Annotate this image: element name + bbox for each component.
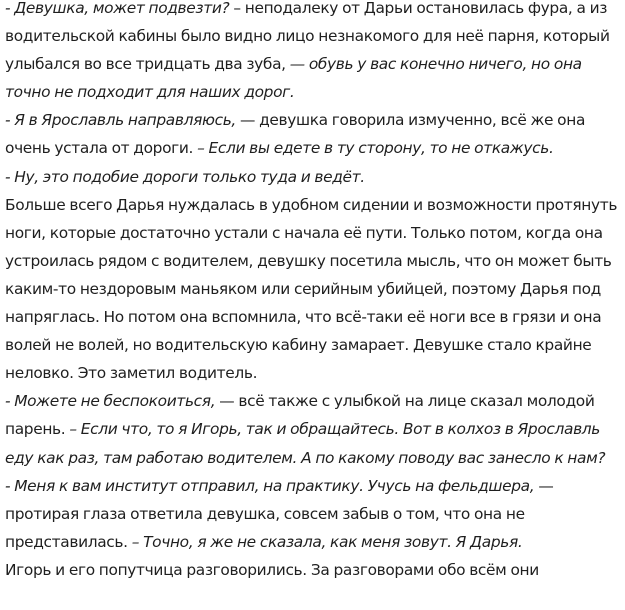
- dialogue-text: - Можете не беспокоиться,: [5, 392, 216, 411]
- dialogue-text: – Если что, то я Игорь, так и обращайтесь. Вот в колхоз в Ярославль еду как раз, там работаю водителем. А по какому поводу вас занесло к нам?: [5, 420, 606, 467]
- paragraph-3: [5, 163, 619, 191]
- dialogue-text: – Точно, я же не сказала, как меня зовут. Я Дарья.: [131, 532, 523, 551]
- paragraph-7: [5, 556, 619, 584]
- paragraph-6: [5, 472, 619, 556]
- dialogue-text: - Я в Ярославль направляюсь,: [5, 111, 236, 130]
- dialogue-text: — обувь у вас конечно ничего, но она точно не подходит для наших дорог.: [5, 55, 582, 102]
- dialogue-text: – Если вы едете в ту сторону, то не откажусь.: [197, 139, 554, 158]
- paragraph-2: [5, 106, 619, 162]
- dialogue-text: - Меня к вам институт отправил, на практику. Учусь на фельдшера,: [5, 476, 535, 495]
- dialogue-text: - Девушка, может подвезти?: [5, 0, 230, 17]
- narration-text: Больше всего Дарья нуждалась в удобном сидении и возможности протянуть ноги, которые достаточно устали с начала её пути. Только потом, когда она устроилась рядом с водителем, девушку посетила мысль, что он может быть каким-то нездоровым маньяком или серийным убийцей, поэтому Дарья под напряглась. Но потом она вспомнила, что всё-таки её ноги все в грязи и она волей не волей, но водительскую кабину замарает. Девушке стало крайне неловко. Это заметил водитель.: [5, 195, 618, 383]
- narration-text: — всё также с улыбкой на лице сказал молодой парень.: [5, 392, 595, 439]
- narration-text: Игорь и его попутчица разговорились. За разговорами обо всём они: [5, 560, 539, 579]
- dialogue-text: - Ну, это подобие дороги только туда и ведёт.: [5, 167, 365, 186]
- narration-text: – неподалеку от Дарьи остановилась фура, а из водительской кабины было видно лицо незнакомого для неё парня, который улыбался во все тридцать два зуба,: [5, 0, 610, 74]
- narration-text: — девушка говорила измученно, всё же она очень устала от дороги.: [5, 111, 586, 158]
- paragraph-1: [5, 0, 619, 106]
- paragraph-4: [5, 191, 619, 388]
- paragraph-5: [5, 387, 619, 471]
- narration-text: — протирая глаза ответила девушка, совсем забыв о том, что она не представилась.: [5, 476, 554, 551]
